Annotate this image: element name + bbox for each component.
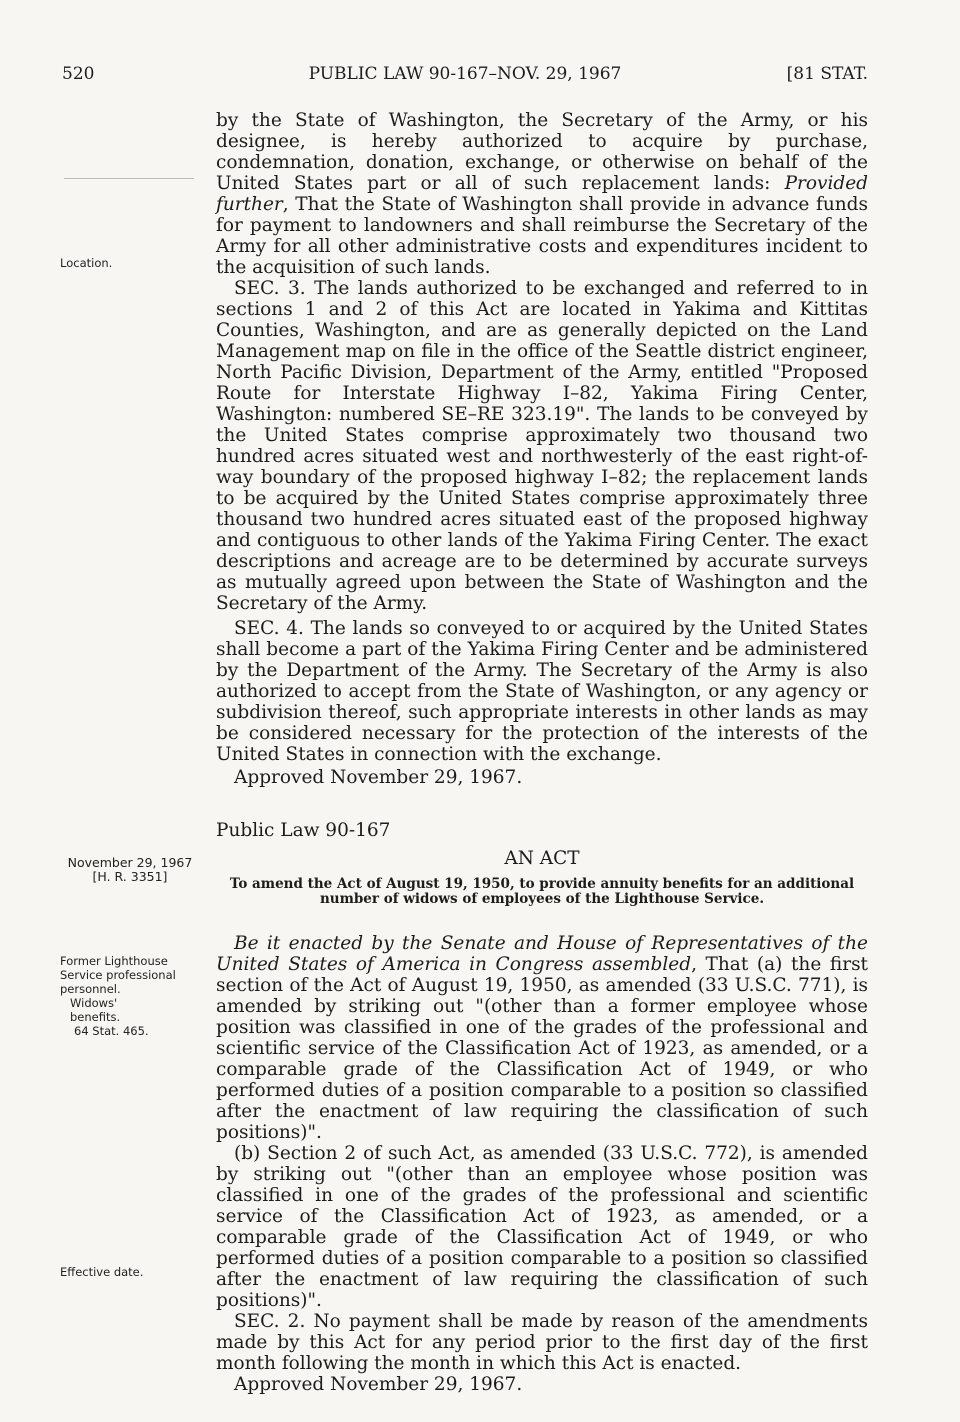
margin-rule: [64, 178, 194, 179]
public-law-title: Public Law 90-167: [216, 820, 391, 841]
running-title: PUBLIC LAW 90-167–NOV. 29, 1967: [308, 64, 622, 84]
paragraph-continuation: by the State of Washington, the Secretary of the Army, or his designee, is hereby authorized to acquire by purchase, condemnation, donation, exchange, or otherwise on behalf of the United States part or all of such replacement lands: Provided further, That the State of Washington shall provide in advance funds for payment to landowners and shall reimburse the Secretary of the Army for all other administrative costs and expenditures incident to the acquisition of such lands.: [216, 110, 868, 278]
margin-note-stat: 64 Stat. 465.: [74, 1024, 149, 1038]
section-4: SEC. 4. The lands so conveyed to or acquired by the United States shall become a part of the Yakima Firing Center and be administered by the Department of the Army. The Secretary of the Army is also authorized to accept from the State of Washington, or any agency or subdivision thereof, such appropriate interests in other lands as may be considered necessary for the protection of the interests of the United States in connection with the exchange.: [216, 618, 868, 765]
margin-note-location: Location.: [60, 256, 113, 270]
act-heading: [216, 848, 868, 907]
margin-note-effective: Effective date.: [60, 1265, 144, 1279]
margin-note-former: Former Lighthouse Service professional personnel.: [60, 954, 176, 996]
an-act-label: AN ACT: [504, 848, 580, 869]
top-section: [216, 110, 868, 788]
margin-note-date: [60, 856, 200, 884]
margin-note-group: [60, 954, 200, 1038]
act-purpose: To amend the Act of August 19, 1950, to provide annuity benefits for an additional number of widows of employees of the Lighthouse Service.: [229, 876, 855, 907]
enactment-date: November 29, 1967: [67, 855, 193, 870]
paragraph-b: (b) Section 2 of such Act, as amended (33 U.S.C. 772), is amended by striking out "(other than an employee whose position was classified in one of the grades of the professional and scientific service of the Classification Act of 1923, as amended, or a comparable grade of the Classification Act of 1949, or who performed duties of a position comparable to a position so classified after the enactment of law requiring the classification of such positions)".: [216, 1143, 868, 1311]
second-law-body: [216, 933, 868, 1395]
page-header: [62, 64, 868, 90]
statute-reference: [81 STAT.: [786, 64, 868, 84]
page-number: 520: [62, 64, 95, 84]
approved-line-2: Approved November 29, 1967.: [234, 1374, 523, 1395]
section-3: SEC. 3. The lands authorized to be exchanged and referred to in sections 1 and 2 of this Act are located in Yakima and Kittitas Counties, Washington, and are as generally depicted on the Land Management map on file in the office of the Seattle district engineer, North Pacific Division, Department of the Army, entitled "Proposed Route for Interstate Highway I–82, Yakima Firing Center, Washington: numbered SE–RE 323.19". The lands to be conveyed by the United States comprise approximately two thousand two hundred acres situated west and northwesterly of the east right-of-way boundary of the proposed highway I–82; the replacement lands to be acquired by the United States comprise approximately three thousand two hundred acres situated east of the proposed highway and contiguous to other lands of the Yakima Firing Center. The exact descriptions and acreage are to be determined by accurate surveys as mutually agreed upon between the State of Washington and the Secretary of the Army.: [216, 278, 868, 614]
margin-note-widows: Widows' benefits.: [70, 996, 121, 1024]
approved-line-1: Approved November 29, 1967.: [234, 767, 523, 788]
bill-number: [H. R. 3351]: [92, 869, 168, 884]
enacting-clause: Be it enacted by the Senate and House of Representatives of the United States of America in Congress assembled, That (a) the first section of the Act of August 19, 1950, as amended (33 U.S.C. 771), is amended by striking out "(other than a former employee whose position was classified in one of the grades of the professional and scientific service of the Classification Act of 1923, as amended, or a comparable grade of the Classification Act of 1949, or who performed duties of a position comparable to a position so classified after the enactment of law requiring the classification of such positions)".: [216, 933, 868, 1143]
section-2: SEC. 2. No payment shall be made by reason of the amendments made by this Act for any period prior to the first day of the first month following the month in which this Act is enacted.: [216, 1311, 868, 1374]
